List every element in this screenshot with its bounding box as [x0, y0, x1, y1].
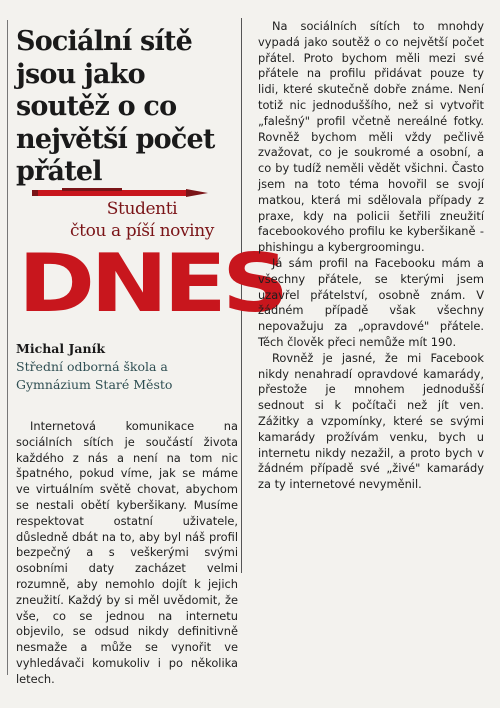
- body-paragraph: Internetová komunikace na sociálních sítích je součástí života každého z nás a není na tom nic špatného, pokud víme, jak se máme ve virtuálním světě chovat, abychom se nestali obětí kyberšikany. Musíme respektovat ostatní uživatele, důsledně dbát na to, aby byl náš profil bezpečný a s veškerými svými osobními daty zacházet velmi rozumně, aby nemohlo dojít k jejich zneužití. Každý by si měl uvědomit, že vše, co se jednou na internetu objevilo, se odsud nikdy definitivně nesmaže a může se vynořit ve vyhledávači komukoliv i po několika letech.: [16, 419, 238, 686]
- author-school: Střední odborná škola a Gymnázium Staré Město: [16, 359, 173, 392]
- logo-tagline: [54, 198, 230, 242]
- body-paragraph: Rovněž je jasné, že mi Facebook nikdy nenahradí opravdové kamarády, přestože je mnohem jednodušší sednout si k počítači než jít ven. Zážitky a vzpomínky, které se svými kamarády prožívám venku, bych u internetu nikdy nezažil, a proto bych v žádném případě své „živé" kamarády za ty internetové nevyměnil.: [258, 350, 484, 492]
- body-paragraph: Na sociálních sítích to mnohdy vypadá jako soutěž o co největší počet přátel. Proto bychom měli mezi své přátele na profilu přidávat pouze ty lidi, které skutečně dobře známe. Není totiž nic jednoduššího, než si vytvořit „falešný" profil včetně nereálné fotky. Rovněž bychom měli vždy pečlivě zvažovat, co je soukromé a osobní, a co by tudíž neměli vědět všichni. Často jsem na toto téma hovořil se svojí matkou, která mi sdělovala případy z praxe, kdy na policii šetřili zneužití facebookového profilu ke kyberšikaně - phishingu a kybergroomingu.: [258, 19, 484, 255]
- article-headline: Sociální sítě jsou jako soutěž o co největší počet přátel: [16, 26, 215, 187]
- logo-line-1: Studenti: [106, 199, 178, 219]
- dnes-logo: [14, 186, 285, 330]
- article-body-left: [16, 419, 238, 688]
- left-margin-rule: [7, 20, 8, 675]
- byline: [16, 340, 238, 394]
- article-body-right: [258, 19, 484, 493]
- author-name: Michal Janík: [16, 341, 105, 356]
- body-paragraph: Já sám profil na Facebooku mám a všechny přátele, se kterými jsem uzavřel přátelství, osobně znám. V žádném případě však všechny nepovažuju za „opravdové" přátele. Těch člověk přeci nemůže mít 190.: [258, 255, 484, 349]
- logo-brand: DNES: [18, 237, 285, 330]
- logo-line-2: čtou a píší noviny: [70, 221, 214, 241]
